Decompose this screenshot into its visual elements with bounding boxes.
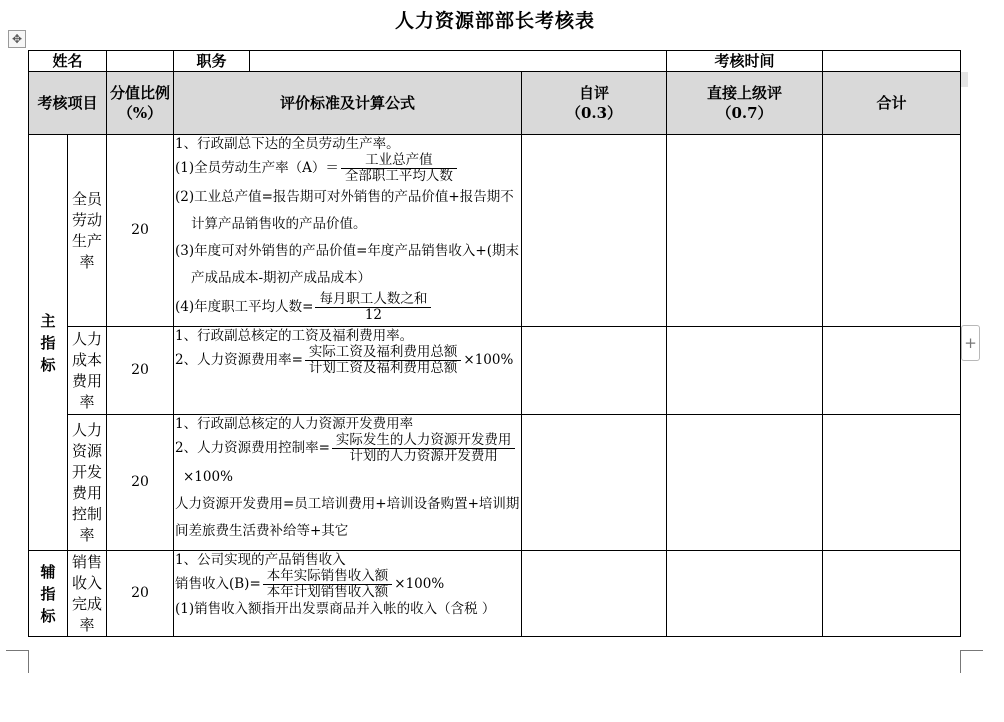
header-weight-line2: （%） (117, 104, 163, 122)
table-row (29, 415, 961, 551)
header-superior-line1: 直接上级评 (706, 84, 782, 102)
criteria-line: 计算产品销售收的产品价值。 (191, 216, 367, 232)
time-value-cell[interactable] (823, 51, 961, 72)
header-weight-line1: 分值比例 (109, 84, 170, 102)
total-score-cell[interactable] (823, 327, 961, 415)
item-name (68, 551, 107, 637)
criteria-formula (175, 153, 520, 184)
criteria-formula (175, 345, 520, 376)
self-score-cell[interactable] (522, 551, 667, 637)
item-name-line: 完成 (71, 594, 102, 613)
formula-label: (1)全员劳动生产率（A）＝ (175, 160, 339, 176)
fraction (263, 569, 393, 600)
criteria-line: 人力资源开发费用=员工培训费用+培训设备购置+培训期 (175, 496, 520, 512)
table-row (29, 327, 961, 415)
denominator: 计划的人力资源开发费用 (349, 448, 498, 464)
criteria-line: 1、行政副总核定的工资及福利费用率。 (175, 328, 414, 344)
header-criteria: 评价标准及计算公式 (174, 72, 522, 135)
self-score-cell[interactable] (522, 135, 667, 327)
item-name-line: 控制 (71, 504, 102, 523)
denominator: 12 (364, 307, 383, 323)
item-name-line: 费用 (71, 371, 102, 390)
item-weight: 20 (107, 551, 174, 637)
header-self-line2: （0.3） (565, 104, 623, 122)
time-label: 考核时间 (667, 51, 823, 72)
item-criteria (174, 415, 522, 551)
total-score-cell[interactable] (823, 415, 961, 551)
numerator: 每月职工人数之和 (315, 292, 431, 308)
appraisal-table (28, 50, 961, 637)
denominator: 全部职工平均人数 (344, 168, 453, 184)
fraction (341, 153, 457, 184)
item-name-line: 率 (79, 252, 95, 271)
header-superior (667, 72, 823, 135)
table-move-handle-icon[interactable]: ✥ (8, 30, 26, 48)
numerator: 工业总产值 (341, 153, 457, 169)
item-name-line: 收入 (71, 573, 102, 592)
item-name-line: 人力 (71, 420, 102, 439)
item-name-line: 资源 (71, 441, 102, 460)
fraction (332, 433, 516, 464)
item-name-line: 人力 (71, 329, 102, 348)
item-criteria (174, 551, 522, 637)
position-label: 职务 (174, 51, 250, 72)
criteria-line: (2)工业总产值=报告期可对外销售的产品价值+报告期不 (175, 189, 514, 205)
category-char: 指 (40, 584, 56, 603)
item-name (68, 415, 107, 551)
category-char: 标 (40, 606, 56, 625)
item-name-line: 率 (79, 525, 95, 544)
category-char: 辅 (40, 562, 56, 581)
superior-score-cell[interactable] (667, 415, 823, 551)
item-name (68, 135, 107, 327)
superior-score-cell[interactable] (667, 551, 823, 637)
category-aux (29, 551, 68, 637)
total-score-cell[interactable] (823, 551, 961, 637)
denominator: 计划工资及福利费用总额 (308, 360, 458, 376)
item-criteria (174, 135, 522, 327)
item-criteria (174, 327, 522, 415)
category-char: 主 (40, 311, 56, 330)
criteria-line: 1、行政副总下达的全员劳动生产率。 (175, 136, 400, 152)
fraction (305, 345, 462, 376)
name-value-cell[interactable] (107, 51, 174, 72)
page-corner-mark-left (6, 650, 29, 673)
formula-label: 销售收入(B)= (175, 576, 261, 592)
item-weight: 20 (107, 327, 174, 415)
formula-label: 2、人力资源费用率= (175, 352, 303, 368)
table-row (29, 135, 961, 327)
criteria-line: 间差旅费生活费补给等+其它 (175, 523, 349, 539)
item-name-line: 率 (79, 392, 95, 411)
criteria-formula (175, 433, 520, 464)
header-weight (107, 72, 174, 135)
document-title: 人力资源部部长考核表 (394, 10, 595, 32)
fraction (315, 292, 431, 323)
category-char: 指 (40, 333, 56, 352)
criteria-line: ×100% (183, 469, 233, 485)
formula-label: 2、人力资源费用控制率= (175, 440, 330, 456)
scroll-indicator (961, 72, 968, 87)
header-item: 考核项目 (29, 72, 107, 135)
item-name (68, 327, 107, 415)
criteria-line: 1、行政副总核定的人力资源开发费用率 (175, 416, 414, 432)
info-row (29, 51, 961, 72)
header-superior-line2: （0.7） (716, 104, 773, 122)
self-score-cell[interactable] (522, 327, 667, 415)
header-self-line1: 自评 (578, 84, 609, 102)
criteria-line: 1、公司实现的产品销售收入 (175, 552, 346, 568)
self-score-cell[interactable] (522, 415, 667, 551)
item-name-line: 成本 (71, 350, 102, 369)
superior-score-cell[interactable] (667, 135, 823, 327)
name-label: 姓名 (29, 51, 107, 72)
denominator: 本年计划销售收入额 (266, 584, 389, 600)
header-row (29, 72, 961, 135)
item-name-line: 全员 (71, 189, 102, 208)
category-main (29, 135, 68, 551)
item-name-line: 销售 (71, 552, 102, 571)
page-corner-mark-right (960, 650, 983, 673)
formula-suffix: ×100% (394, 576, 445, 592)
numerator: 实际工资及福利费用总额 (305, 345, 462, 361)
criteria-line: (1)销售收入额指开出发票商品并入帐的收入（含税 ） (175, 601, 496, 617)
table-row (29, 551, 961, 637)
item-name-line: 率 (79, 615, 95, 634)
item-weight: 20 (107, 415, 174, 551)
category-char: 标 (40, 355, 56, 374)
criteria-formula (175, 569, 520, 600)
criteria-line: (3)年度可对外销售的产品价值=年度产品销售收入+(期末 (175, 243, 520, 259)
criteria-formula (175, 292, 520, 323)
header-self (522, 72, 667, 135)
superior-score-cell[interactable] (667, 327, 823, 415)
item-name-line: 开发 (71, 462, 102, 481)
item-name-line: 劳动 (71, 210, 102, 229)
header-total: 合计 (823, 72, 961, 135)
numerator: 本年实际销售收入额 (263, 569, 393, 585)
position-value-cell[interactable] (250, 51, 667, 72)
item-name-line: 费用 (71, 483, 102, 502)
criteria-line: 产成品成本-期初产成品成本） (191, 270, 372, 286)
numerator: 实际发生的人力资源开发费用 (332, 433, 516, 449)
add-column-button[interactable]: + (961, 325, 980, 361)
formula-label: (4)年度职工平均人数= (175, 299, 314, 315)
total-score-cell[interactable] (823, 135, 961, 327)
item-name-line: 生产 (71, 231, 102, 250)
item-weight: 20 (107, 135, 174, 327)
formula-suffix: ×100% (463, 352, 514, 368)
